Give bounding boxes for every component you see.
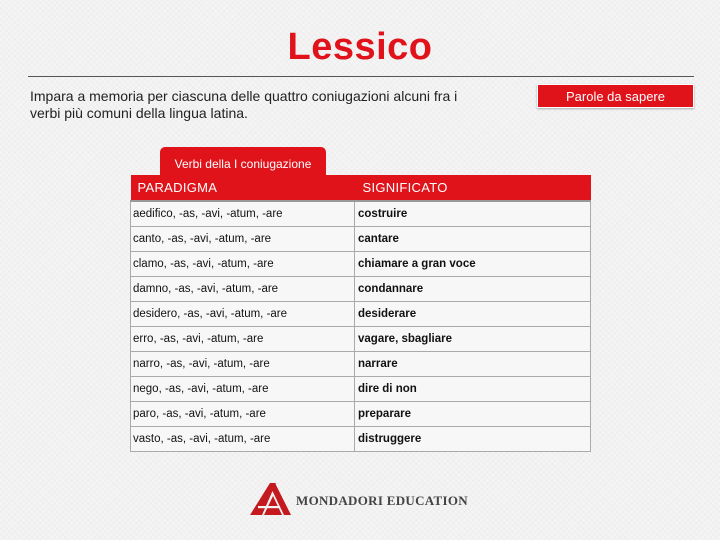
slide-title: Lessico (287, 26, 433, 68)
paradigm-cell: clamo, -as, -avi, -atum, -are (131, 252, 355, 277)
vocabulary-table (130, 175, 591, 452)
table-row (131, 201, 591, 227)
intro-text: Impara a memoria per ciascuna delle quattro coniugazioni alcuni fra i verbi più comuni della lingua latina. (30, 88, 458, 121)
vocabulary-table-container (130, 175, 590, 452)
paradigm-cell: narro, -as, -avi, -atum, -are (131, 352, 355, 377)
table-row (131, 227, 591, 252)
paradigm-cell: canto, -as, -avi, -atum, -are (131, 227, 355, 252)
meaning-cell: condannare (355, 277, 591, 302)
parole-da-sapere-badge: Parole da sapere (537, 84, 694, 108)
paradigm-cell: aedifico, -as, -avi, -atum, -are (131, 201, 355, 227)
meaning-cell: costruire (355, 201, 591, 227)
paradigm-cell: desidero, -as, -avi, -atum, -are (131, 302, 355, 327)
meaning-cell: chiamare a gran voce (355, 252, 591, 277)
meaning-cell: dire di non (355, 377, 591, 402)
table-row (131, 377, 591, 402)
meaning-cell: distruggere (355, 427, 591, 452)
logo-text: MONDADORI EDUCATION (296, 493, 468, 508)
table-row (131, 327, 591, 352)
header-paradigma: PARADIGMA (131, 175, 355, 201)
meaning-cell: vagare, sbagliare (355, 327, 591, 352)
table-row (131, 427, 591, 452)
paradigm-cell: erro, -as, -avi, -atum, -are (131, 327, 355, 352)
title-divider (28, 76, 694, 77)
table-row (131, 277, 591, 302)
paradigm-cell: vasto, -as, -avi, -atum, -are (131, 427, 355, 452)
meaning-cell: preparare (355, 402, 591, 427)
paradigm-cell: paro, -as, -avi, -atum, -are (131, 402, 355, 427)
meaning-cell: desiderare (355, 302, 591, 327)
table-header-row (131, 175, 591, 201)
table-row (131, 352, 591, 377)
paradigm-cell: nego, -as, -avi, -atum, -are (131, 377, 355, 402)
table-row (131, 402, 591, 427)
mondadori-a-logo-icon (248, 482, 292, 516)
verb-group-tab: Verbi della I coniugazione (160, 147, 326, 176)
meaning-cell: narrare (355, 352, 591, 377)
meaning-cell: cantare (355, 227, 591, 252)
paradigm-cell: damno, -as, -avi, -atum, -are (131, 277, 355, 302)
table-row (131, 252, 591, 277)
table-row (131, 302, 591, 327)
header-significato: SIGNIFICATO (355, 175, 591, 201)
mondadori-education-logo (248, 482, 478, 516)
